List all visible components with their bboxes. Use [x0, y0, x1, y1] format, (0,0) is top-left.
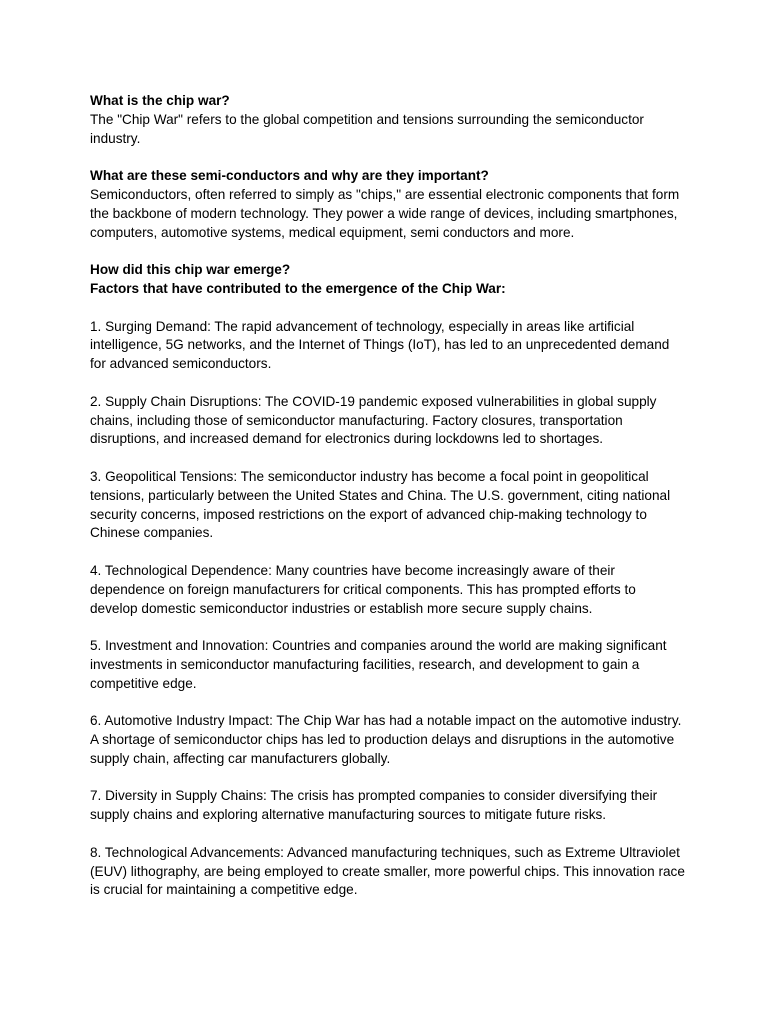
factor-item [90, 637, 685, 693]
answer-paragraph: The "Chip War" refers to the global competition and tensions surrounding the semiconductor industry. [90, 111, 644, 146]
document-page [90, 92, 685, 919]
section-chip-war-definition [90, 92, 685, 148]
factor-text: 8. Technological Advancements: Advanced manufacturing techniques, such as Extreme Ultraviolet (EUV) lithography, are being employed to create smaller, more powerful chips. This innovation race is crucial for maintaining a competitive edge. [90, 844, 685, 898]
question-heading: How did this chip war emerge? [90, 262, 291, 278]
factor-item [90, 787, 685, 825]
factor-item [90, 712, 685, 768]
section-semiconductors [90, 167, 685, 242]
factor-text: 6. Automotive Industry Impact: The Chip War has had a notable impact on the automotive industry. A shortage of semiconductor chips has led to production delays and disruptions in the automotive supply chain, affecting car manufacturers globally. [90, 713, 682, 766]
factor-text: 4. Technological Dependence: Many countries have become increasingly aware of their dependence on foreign manufacturers for critical components. This has prompted efforts to develop domestic semiconductor industries or establish more secure supply chains. [90, 562, 636, 616]
section-emergence [90, 261, 685, 299]
factors-heading: Factors that have contributed to the emergence of the Chip War: [90, 280, 506, 296]
question-heading: What are these semi-conductors and why are they important? [90, 168, 489, 184]
factor-item [90, 468, 685, 543]
factor-text: 1. Surging Demand: The rapid advancement of technology, especially in areas like artificial intelligence, 5G networks, and the Internet of Things (IoT), has led to an unprecedented demand for advanced semiconductors. [90, 318, 670, 372]
factor-item [90, 562, 685, 618]
question-heading: What is the chip war? [90, 93, 230, 108]
factor-item [90, 318, 685, 374]
factor-item [90, 393, 685, 449]
factor-item [90, 844, 685, 900]
factor-text: 5. Investment and Innovation: Countries and companies around the world are making significant investments in semiconductor manufacturing facilities, research, and development to gain a competitive edge. [90, 638, 667, 691]
factor-text: 2. Supply Chain Disruptions: The COVID-19 pandemic exposed vulnerabilities in global supply chains, including those of semiconductor manufacturing. Factory closures, transportation disruptions, and increased demand for electronics during lockdowns led to shortages. [90, 393, 657, 447]
answer-paragraph: Semiconductors, often referred to simply as "chips," are essential electronic components that form the backbone of modern technology. They power a wide range of devices, including smartphones, computers, automotive systems, medical equipment, semi conductors and more. [90, 186, 680, 240]
factor-text: 3. Geopolitical Tensions: The semiconductor industry has become a focal point in geopolitical tensions, particularly between the United States and China. The U.S. government, citing national security concerns, imposed restrictions on the export of advanced chip-making technology to Chinese companies. [90, 468, 671, 541]
factor-text: 7. Diversity in Supply Chains: The crisis has prompted companies to consider diversifying their supply chains and exploring alternative manufacturing sources to mitigate future risks. [90, 788, 658, 823]
